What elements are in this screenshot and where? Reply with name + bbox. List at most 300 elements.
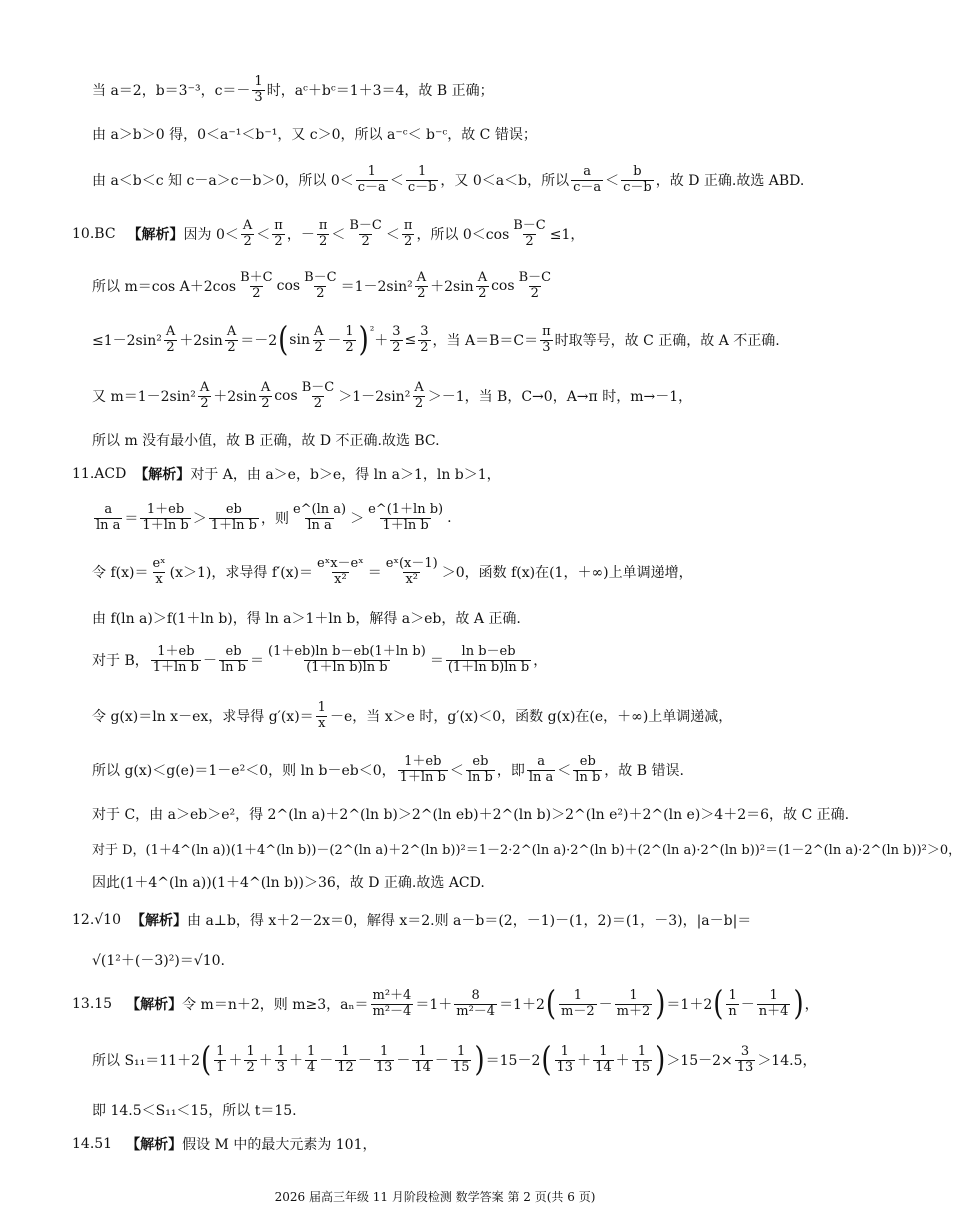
text: －: [203, 653, 218, 669]
denominator: 13: [736, 1059, 754, 1075]
text: ＝1＋: [415, 997, 453, 1013]
fraction: [238, 271, 275, 302]
numerator: (1＋eb)ln b－eb(1＋ln b): [268, 643, 426, 659]
line-case-d: [92, 160, 804, 200]
denominator: 2: [227, 339, 236, 355]
text: 时取等号，故 C 正确，故 A 不正确.: [554, 333, 780, 349]
denominator: 2: [404, 233, 413, 249]
analysis-tag: 【解析】: [134, 467, 191, 483]
right-paren: ): [358, 320, 369, 360]
text: －: [327, 333, 342, 349]
denominator: 1＋ln b: [152, 659, 200, 675]
question-11-line-3: [92, 552, 693, 592]
denominator: 2: [318, 233, 328, 249]
fraction: [615, 989, 653, 1020]
numerator: π: [318, 217, 328, 233]
fraction: [527, 755, 555, 786]
page-footer: 2026 届高三年级 11 月阶段检测 数学答案 第 2 页(共 6 页): [274, 1190, 596, 1204]
text: ＜: [331, 227, 346, 243]
text: 因此(1＋4^(ln a))(1＋4^(ln b))＞36，故 D 正确.故选 ACD.: [92, 875, 485, 891]
numerator: 1: [418, 1043, 427, 1059]
numerator: B－C: [349, 217, 382, 233]
numerator: 1: [769, 987, 778, 1003]
numerator: π: [403, 217, 413, 233]
analysis-tag: 【解析】: [127, 227, 184, 243]
text: ＋: [374, 333, 389, 349]
denominator: 3: [254, 89, 263, 105]
denominator: x²: [334, 571, 347, 587]
numerator: 1: [216, 1043, 225, 1059]
fraction: [151, 645, 201, 676]
line-case-c: [92, 114, 537, 154]
fraction: [335, 1045, 356, 1076]
fraction: [356, 165, 388, 196]
text: ，－: [286, 227, 315, 243]
fraction: [291, 503, 348, 534]
numerator: eˣ(x－1): [385, 555, 438, 571]
denominator: c－a: [357, 179, 386, 195]
numerator: 1: [728, 987, 737, 1003]
text: ，所以 0＜cos: [416, 227, 510, 243]
text: ＝1＋2: [499, 997, 545, 1013]
numerator: A: [416, 269, 427, 285]
fraction: [302, 271, 339, 302]
question-number: 10.BC: [72, 226, 116, 242]
numerator: eˣ: [152, 555, 166, 571]
numerator: 1＋eb: [157, 643, 195, 659]
denominator: 2: [345, 339, 354, 355]
question-number: 14.51: [72, 1136, 113, 1152]
analysis-tag: 【解析】: [126, 997, 183, 1013]
text: ＝1－2sin²: [340, 279, 413, 295]
numerator: 1: [379, 1043, 389, 1059]
denominator: 2: [246, 1059, 255, 1075]
text: ，又 0＜a＜b，所以: [440, 173, 570, 189]
numerator: a: [583, 163, 591, 179]
denominator: 1: [216, 1059, 225, 1075]
question-10-line-3: [92, 320, 780, 360]
numerator: 1: [637, 1043, 647, 1059]
text: ＝: [429, 653, 444, 669]
text: 由 a⊥b，得 x＋2－2x＝0，解得 x＝2.则 a－b＝(2，－1)－(1，2)＝(1，－3)，|a－b|＝: [187, 913, 752, 929]
left-paren: (: [201, 1040, 212, 1080]
denominator: 2: [200, 395, 209, 411]
denominator: 15: [452, 1059, 470, 1075]
text: √(1²＋(－3)²)＝√10.: [92, 953, 225, 969]
numerator: π: [274, 217, 283, 233]
denominator: c－a: [573, 179, 602, 195]
text: －: [319, 1053, 334, 1069]
denominator: ln b: [467, 769, 493, 785]
numerator: 1: [317, 699, 326, 715]
text: 令 f(x)＝: [92, 565, 149, 581]
right-paren: ): [474, 1040, 485, 1080]
denominator: 2: [525, 233, 534, 249]
numerator: e^(1＋ln b): [368, 501, 444, 517]
fraction: [244, 1045, 256, 1076]
fraction: [272, 219, 285, 250]
numerator: 1: [246, 1043, 255, 1059]
numerator: 3: [392, 323, 401, 339]
fraction: [621, 165, 654, 196]
numerator: π: [542, 323, 551, 339]
text: ≤1－2sin²: [92, 333, 162, 349]
text: 对于 D，(1＋4^(ln a))(1＋4^(ln b))－(2^(ln a)＋2^(ln b))²＝1－2·2^(ln a)·2^(ln b)＋(2^(ln a)·2^(ln b))²＝(1－2^(ln a)·2^(ln b))²＞0，: [92, 842, 961, 858]
text: ＋: [258, 1053, 273, 1069]
fraction: [573, 755, 602, 786]
text: ＜: [385, 227, 400, 243]
text: ，: [804, 997, 819, 1013]
text: 对于 A，由 a＞e，b＞e，得 ln a＞1，ln b＞1，: [190, 467, 501, 483]
question-14-header: [72, 1124, 377, 1164]
text: ＜: [449, 763, 464, 779]
fraction: [402, 219, 415, 250]
fraction: [451, 1045, 472, 1076]
question-11-line-2: [92, 498, 452, 538]
fraction: [312, 325, 325, 356]
denominator: ln a: [528, 769, 554, 785]
text: ，即: [496, 763, 525, 779]
line-case-b: [92, 70, 494, 110]
fraction: [315, 557, 366, 588]
denominator: 14: [414, 1059, 431, 1075]
text: .: [447, 510, 452, 526]
text: ＋: [228, 1053, 243, 1069]
fraction: [415, 271, 428, 302]
text: 由 a＞b＞0 得，0＜a⁻¹＜b⁻¹，又 c＞0，所以 a⁻ᶜ＜ b⁻ᶜ，故 C 错误；: [92, 127, 537, 143]
fraction: [300, 381, 337, 412]
text: ，故 D 正确.故选 ABD.: [655, 173, 805, 189]
left-paren: (: [545, 984, 557, 1024]
text: 由 f(ln a)＞f(1＋ln b)，得 ln a＞1＋ln b，解得 a＞eb，故 A 正确.: [92, 611, 521, 627]
fraction: [418, 325, 430, 356]
text: －: [396, 1053, 411, 1069]
denominator: x²: [405, 571, 419, 587]
fraction: [559, 989, 597, 1020]
fraction: [347, 219, 384, 250]
text: ＞14.5，: [757, 1053, 817, 1069]
question-13-header: [72, 984, 819, 1024]
text: ＝1＋2: [666, 997, 713, 1013]
denominator: 2: [530, 285, 539, 301]
question-11-line-4: [92, 598, 521, 638]
fraction: [366, 503, 445, 534]
text: ＞1－2sin²: [338, 389, 411, 405]
text: ＞: [350, 511, 365, 527]
denominator: 12: [337, 1059, 354, 1075]
text: 假设 M 中的最大元素为 101，: [182, 1137, 377, 1153]
fraction: [466, 755, 495, 786]
text: －: [740, 997, 755, 1013]
question-number: 11.ACD: [72, 466, 127, 482]
fraction: [406, 165, 439, 196]
question-12-line-2: [72, 940, 225, 980]
fraction: [371, 989, 414, 1020]
fraction: [757, 989, 791, 1020]
denominator: 1＋ln b: [382, 517, 429, 533]
left-paren: (: [278, 320, 289, 360]
denominator: 14: [595, 1059, 612, 1075]
text: 所以 m 没有最小值，故 B 正确，故 D 不正确.故选 BC.: [92, 433, 440, 449]
fraction: [219, 645, 248, 676]
fraction: [390, 325, 402, 356]
text: ≤: [404, 332, 417, 348]
denominator: (1＋ln b)ln b: [306, 659, 388, 675]
text: －: [598, 997, 613, 1013]
text: ，当 A＝B＝C＝: [432, 333, 539, 349]
text: 当 a＝2，b＝3⁻³，c＝－: [92, 83, 251, 99]
numerator: eb: [579, 753, 596, 769]
text: ＋2sin: [179, 333, 223, 349]
text: ＋2sin: [430, 279, 474, 295]
numerator: eb: [225, 643, 242, 659]
numerator: A: [313, 323, 324, 339]
numerator: 1: [341, 1043, 350, 1059]
text: ＝－2: [240, 333, 278, 349]
text: (x＞1)，求导得 f′(x)＝: [169, 565, 314, 581]
text: ＞－1，当 B，C→0，A→π 时，m→－1，: [427, 389, 693, 405]
denominator: 1＋ln b: [210, 517, 257, 533]
numerator: B－C: [518, 269, 552, 285]
fraction: [571, 165, 603, 196]
numerator: A: [260, 379, 271, 395]
right-paren: ): [793, 984, 804, 1024]
denominator: ln a: [307, 517, 332, 533]
question-11-header: [72, 454, 501, 494]
denominator: 1＋ln b: [142, 517, 189, 533]
fraction: [266, 645, 428, 676]
text: 对于 C，由 a＞eb＞e²，得 2^(ln a)＋2^(ln b)＞2^(ln eb)＋2^(ln b)＞2^(ln e²)＋2^(ln e)＞4＋2＝6，故 C 正确.: [92, 807, 850, 823]
numerator: A: [414, 379, 424, 395]
text: cos: [491, 278, 515, 294]
fraction: [150, 557, 167, 588]
numerator: e^(ln a): [292, 501, 347, 517]
numerator: 1: [367, 163, 376, 179]
right-paren: ): [655, 984, 666, 1024]
numerator: 8: [471, 987, 480, 1003]
text: 即 14.5＜S₁₁＜15，所以 t＝15.: [92, 1103, 297, 1119]
denominator: m－2: [561, 1003, 595, 1019]
denominator: 2: [261, 395, 270, 411]
text: ＜: [256, 227, 271, 243]
denominator: c－b: [623, 179, 652, 195]
numerator: 1: [457, 1043, 466, 1059]
denominator: 2: [392, 339, 401, 355]
question-10-line-2: [92, 266, 555, 306]
left-paren: (: [541, 1040, 552, 1080]
text: ＞0，函数 f(x)在(1，＋∞)上单调递增，: [441, 565, 693, 581]
fraction: [511, 219, 548, 250]
text: 所以 m＝cos A＋2cos: [92, 279, 237, 295]
denominator: 2: [314, 339, 323, 355]
denominator: c－b: [407, 179, 437, 195]
denominator: 13: [375, 1059, 393, 1075]
numerator: B－C: [304, 269, 337, 285]
text: 令 m＝n＋2，则 m≥3，aₙ＝: [182, 997, 369, 1013]
fraction: [735, 1045, 756, 1076]
fraction: [374, 1045, 395, 1076]
numerator: 1: [560, 1043, 569, 1059]
numerator: A: [165, 323, 176, 339]
text: ＋: [615, 1053, 630, 1069]
question-10-header: [72, 214, 584, 254]
denominator: 2: [313, 395, 323, 411]
left-paren: (: [713, 984, 724, 1024]
text: 时，aᶜ＋bᶜ＝1＋3＝4，故 B 正确；: [266, 83, 494, 99]
fraction: [140, 503, 190, 534]
denominator: ln b: [221, 659, 246, 675]
question-number: 12.√10: [72, 912, 121, 928]
text: 对于 B，: [92, 653, 149, 669]
numerator: b: [633, 163, 642, 179]
text: ＝: [124, 511, 139, 527]
numerator: 1: [417, 163, 427, 179]
denominator: 2: [252, 285, 261, 301]
text: ＝: [367, 565, 382, 581]
denominator: 3: [542, 339, 551, 355]
fraction: [540, 325, 553, 356]
fraction: [555, 1045, 576, 1076]
text: －e，当 x＞e 时，g′(x)＜0，函数 g(x)在(e，＋∞)上单调递减，: [329, 709, 733, 725]
text: ＞: [192, 511, 207, 527]
denominator: 4: [307, 1059, 316, 1075]
numerator: 1: [254, 73, 263, 89]
denominator: ln a: [96, 517, 121, 533]
question-13-line-2: [92, 1040, 816, 1080]
numerator: B－C: [301, 379, 335, 395]
text: ＝: [250, 653, 264, 669]
text: ＜: [605, 173, 620, 189]
question-11-line-5: [92, 640, 547, 680]
text: －: [434, 1053, 449, 1069]
text: ＋: [577, 1053, 592, 1069]
numerator: B＋C: [240, 269, 273, 285]
text: 由 a＜b＜c 知 c－a＞c－b＞0，所以 0＜: [92, 173, 354, 189]
numerator: 1＋eb: [146, 501, 185, 517]
denominator: m²－4: [456, 1003, 496, 1019]
numerator: 1: [345, 323, 354, 339]
denominator: x: [155, 571, 163, 587]
denominator: m＋2: [616, 1003, 651, 1019]
analysis-tag: 【解析】: [131, 913, 187, 929]
question-12-header: [72, 900, 751, 940]
text: ，: [533, 653, 548, 669]
numerator: eˣx－eˣ: [317, 555, 364, 571]
denominator: n: [728, 1003, 737, 1019]
numerator: B－C: [513, 217, 546, 233]
fraction: [726, 989, 738, 1020]
numerator: ln b－eb: [461, 643, 516, 659]
fraction: [209, 503, 259, 534]
denominator: 2: [420, 339, 429, 355]
denominator: 2: [478, 285, 487, 301]
fraction: [412, 1045, 433, 1076]
fraction: [316, 701, 328, 732]
fraction: [412, 381, 425, 412]
text: ，故 B 错误.: [604, 763, 684, 779]
fraction: [343, 325, 355, 356]
denominator: m²－4: [372, 1003, 412, 1019]
text: ＝15－2: [485, 1053, 541, 1069]
numerator: 1: [573, 987, 582, 1003]
text: ，则: [260, 511, 289, 527]
text: ＜: [389, 173, 404, 189]
numerator: m²＋4: [372, 987, 412, 1003]
numerator: a: [537, 753, 545, 769]
text: 又 m＝1－2sin²: [92, 389, 196, 405]
text: cos: [276, 278, 301, 294]
text: sin: [289, 332, 310, 348]
fraction: [454, 989, 497, 1020]
fraction: [214, 1045, 226, 1076]
question-11-line-7: [92, 750, 684, 790]
text: ≤1，: [549, 227, 585, 243]
fraction: [275, 1045, 287, 1076]
numerator: 1: [629, 987, 638, 1003]
denominator: n＋4: [758, 1003, 789, 1019]
numerator: 1: [276, 1043, 285, 1059]
text: ＋: [289, 1053, 303, 1069]
numerator: 3: [420, 323, 429, 339]
fraction: [164, 325, 177, 356]
denominator: 15: [633, 1059, 651, 1075]
fraction: [517, 271, 554, 302]
denominator: ln b: [575, 769, 601, 785]
text: －: [357, 1053, 372, 1069]
numerator: 1: [307, 1043, 316, 1059]
text: ＜: [557, 763, 572, 779]
fraction: [446, 645, 531, 676]
exponent: ²: [369, 324, 375, 337]
fraction: [252, 75, 264, 106]
denominator: 2: [243, 233, 252, 249]
denominator: 2: [316, 285, 325, 301]
text: cos: [274, 388, 298, 404]
fraction: [632, 1045, 653, 1076]
fraction: [225, 325, 238, 356]
fraction: [593, 1045, 614, 1076]
numerator: eb: [472, 753, 489, 769]
denominator: 2: [274, 233, 283, 249]
text: 令 g(x)＝ln x－ex，求导得 g′(x)＝: [92, 709, 314, 725]
fraction: [476, 271, 489, 302]
right-paren: ): [655, 1040, 666, 1080]
denominator: (1＋ln b)ln b: [447, 659, 530, 675]
denominator: x: [318, 715, 326, 731]
denominator: 3: [276, 1059, 285, 1075]
text: 所以 g(x)＜g(e)＝1－e²＜0，则 ln b－eb＜0，: [92, 763, 396, 779]
fraction: [384, 557, 440, 588]
text: ＞15－2×: [666, 1053, 733, 1069]
fraction: [198, 381, 211, 412]
denominator: 13: [556, 1059, 574, 1075]
fraction: [241, 219, 254, 250]
numerator: A: [242, 217, 253, 233]
numerator: A: [226, 323, 237, 339]
fraction: [94, 503, 122, 534]
numerator: A: [477, 269, 488, 285]
numerator: eb: [225, 501, 242, 517]
denominator: 1＋ln b: [399, 769, 446, 785]
text: 因为 0＜: [183, 227, 239, 243]
numerator: 3: [740, 1043, 750, 1059]
numerator: A: [199, 379, 210, 395]
question-number: 13.15: [72, 996, 113, 1012]
fraction: [398, 755, 448, 786]
fraction: [305, 1045, 317, 1076]
fraction: [259, 381, 272, 412]
numerator: 1: [599, 1043, 608, 1059]
